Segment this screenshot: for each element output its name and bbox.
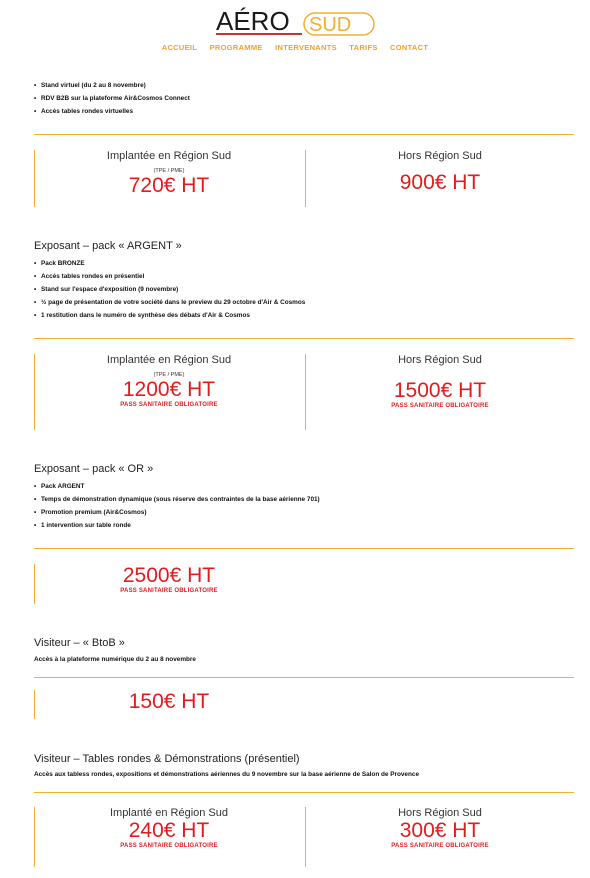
list-item: • Accès tables rondes virtuelles — [34, 105, 190, 118]
price-label: Implantée en Région Sud — [106, 150, 232, 162]
list-item: • Temps de démonstration dynamique (sous réserve des contraintes de la base aérienne 701) — [34, 493, 320, 506]
price-label: Hors Région Sud — [398, 150, 482, 162]
tables-price-hors-region — [305, 807, 574, 867]
list-item: • 1 restitution dans le numéro de synthèse des débats d'Air & Cosmos — [34, 309, 305, 322]
price-label: Hors Région Sud — [398, 354, 482, 366]
price-label: Implanté en Région Sud — [109, 807, 229, 819]
bronze-price-hors-region — [305, 150, 574, 207]
logo-text-aero: AÉRO — [216, 6, 290, 36]
price-value: 900€ HT — [399, 171, 481, 194]
argent-price-hors-region — [305, 354, 574, 430]
divider — [34, 792, 574, 793]
list-item: • Stand virtuel (du 2 au 8 novembre) — [34, 79, 190, 92]
argent-features-list — [34, 257, 305, 322]
section-title-argent: Exposant – pack « ARGENT » — [34, 240, 182, 252]
price-label: Hors Région Sud — [398, 807, 482, 819]
or-price — [34, 564, 303, 604]
list-item: • 1 intervention sur table ronde — [34, 519, 320, 532]
bronze-price-region-sud — [34, 150, 303, 207]
section-subtitle-btob: Accès à la plateforme numérique du 2 au 8 novembre — [34, 656, 196, 663]
price-value: 1500€ HT — [393, 379, 487, 402]
list-item: • Promotion premium (Air&Cosmos) — [34, 506, 320, 519]
or-features-list — [34, 480, 320, 532]
pass-sanitaire-note: PASS SANITAIRE OBLIGATOIRE — [120, 402, 218, 408]
list-item: • ½ page de présentation de votre société dans le preview du 29 octobre d'Air & Cosmos — [34, 296, 305, 309]
bronze-features-list — [34, 79, 190, 118]
divider — [34, 338, 574, 339]
main-nav — [0, 43, 590, 52]
divider — [34, 548, 574, 549]
nav-tarifs[interactable]: TARIFS — [349, 43, 378, 52]
price-value: 2500€ HT — [122, 564, 216, 587]
nav-programme[interactable]: PROGRAMME — [209, 43, 263, 52]
argent-price-region-sud — [34, 354, 303, 430]
price-value: 300€ HT — [399, 819, 481, 842]
pass-sanitaire-note: PASS SANITAIRE OBLIGATOIRE — [120, 588, 218, 594]
logo-text-sud: SUD — [309, 14, 352, 36]
nav-contact[interactable]: CONTACT — [390, 43, 429, 52]
section-title-or: Exposant – pack « OR » — [34, 463, 154, 475]
price-value: 240€ HT — [128, 819, 210, 842]
nav-accueil[interactable]: ACCUEIL — [161, 43, 198, 52]
price-value: 720€ HT — [128, 174, 210, 197]
aerosud-logo[interactable] — [0, 4, 590, 38]
price-label: Implantée en Région Sud — [106, 354, 232, 366]
section-title-btob: Visiteur – « BtoB » — [34, 637, 125, 649]
pass-sanitaire-note: PASS SANITAIRE OBLIGATOIRE — [391, 403, 489, 409]
list-item: • Pack BRONZE — [34, 257, 305, 270]
section-title-tables-rondes: Visiteur – Tables rondes & Démonstrations (présentiel) — [34, 753, 300, 765]
tables-price-region-sud — [34, 807, 303, 867]
price-value: 150€ HT — [128, 690, 210, 713]
btob-price — [34, 690, 303, 719]
list-item: • Pack ARGENT — [34, 480, 320, 493]
pass-sanitaire-note: PASS SANITAIRE OBLIGATOIRE — [120, 843, 218, 849]
price-value: 1200€ HT — [122, 378, 216, 401]
list-item: • Accès tables rondes en présentiel — [34, 270, 305, 283]
tpe-note: (TPE / PME) — [153, 372, 185, 378]
tpe-note: (TPE / PME) — [153, 168, 185, 174]
nav-intervenants[interactable]: INTERVENANTS — [275, 43, 337, 52]
pass-sanitaire-note: PASS SANITAIRE OBLIGATOIRE — [391, 843, 489, 849]
divider — [34, 134, 574, 135]
list-item: • Stand sur l'espace d'exposition (9 novembre) — [34, 283, 305, 296]
divider — [34, 677, 574, 678]
section-subtitle-tables-rondes: Accès aux tabless rondes, expositions et démonstrations aériennes du 9 novembre sur la base aérienne de Salon de Provence — [34, 771, 419, 778]
list-item: • RDV B2B sur la plateforme Air&Cosmos Connect — [34, 92, 190, 105]
